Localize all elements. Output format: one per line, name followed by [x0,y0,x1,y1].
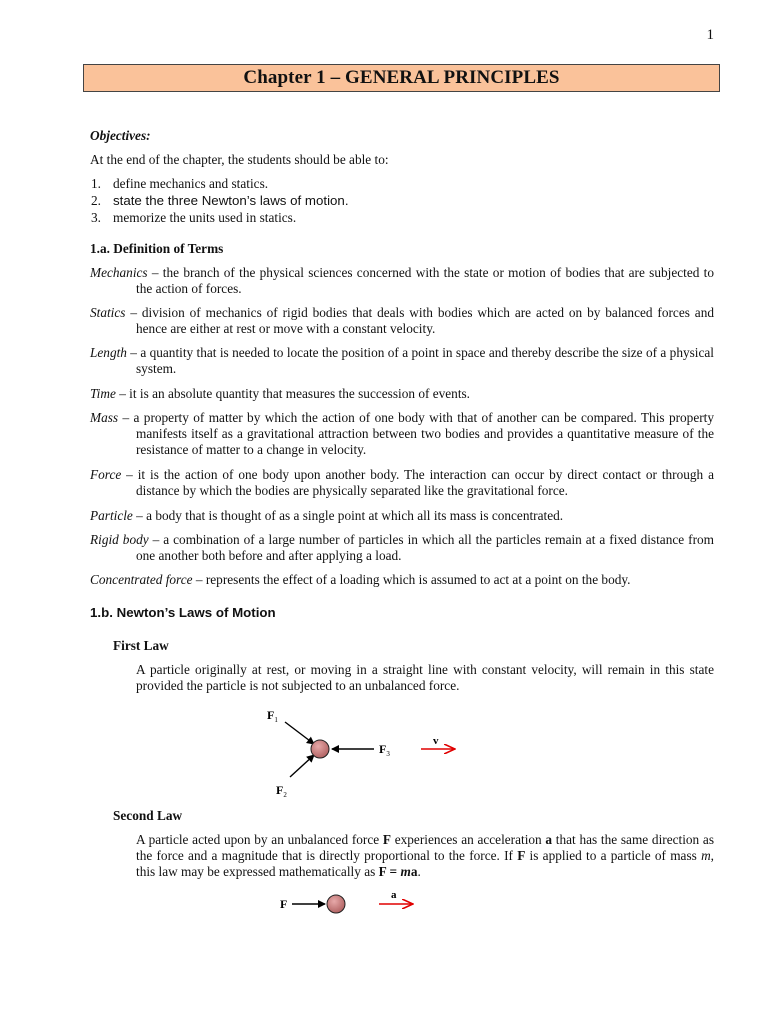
second-law-part: A particle acted upon by an unbalanced force [136,832,383,847]
definition-length [90,345,714,377]
second-law-part: m [701,848,711,863]
definition-time [90,386,714,402]
section-newton-heading: 1.b. Newton’s Laws of Motion [90,605,276,620]
definition-concentrated-force [90,572,714,588]
label-velocity: v [433,735,439,747]
definition-text: – it is an absolute quantity that measures the succession of events. [115,386,471,401]
definition-term: Force [90,467,122,482]
chapter-title-box [83,64,720,92]
definition-mass [90,410,714,458]
definition-text: – the branch of the physical sciences concerned with the state or motion of bodies that are subjected to the action of forces. [136,265,714,296]
second-law-part: = [386,864,401,879]
definition-term: Particle [90,508,133,523]
label-f3: $F_3$ [379,742,390,758]
objectives-list [91,175,349,226]
second-law-part: a [410,864,418,879]
definition-term: Time [90,386,116,401]
label-f1: $F_1$ [267,708,278,724]
definition-text: – a body that is thought of as a single point at which all its mass is concentrated. [132,508,564,523]
second-law-diagram [270,880,430,925]
second-law-heading: Second Law [113,808,183,823]
definition-term: Mass [90,410,119,425]
second-law-part: experiences an acceleration [391,832,546,847]
definition-term: Rigid body [90,532,149,547]
first-law-text: A particle originally at rest, or moving in a straight line with constant velocity, will remain in this state provided the particle is not subjected to an unbalanced force. [136,662,714,693]
page-number: 1 [706,27,714,43]
objective-number: 1. [91,176,101,191]
second-law-part: , this law may be expressed mathematically as [136,848,714,879]
force-arrow-f2 [290,755,314,777]
definition-text: – a quantity that is needed to locate the position of a point in space and thereby describe the size of a physical system. [126,345,714,376]
definition-force [90,467,714,499]
definition-particle [90,508,714,524]
second-law-part: m [400,864,411,879]
first-law-diagram [258,700,478,805]
objective-item [91,175,349,192]
first-law-heading: First Law [113,638,169,653]
definition-text: – a combination of a large number of particles in which all the particles remain at a fixed distance from one another both before and after applying a load. [136,532,714,563]
objective-number: 3. [91,210,101,225]
objective-item [91,192,349,209]
label-acceleration: a [391,889,397,901]
second-law-part: F [517,848,526,863]
definition-text: – it is the action of one body upon another body. The interaction can occur by direct contact or through a distance by which the bodies are physically separated like the gravitational force. [121,467,714,498]
objective-text: state the three Newton’s laws of motion. [113,193,349,208]
objective-text: memorize the units used in statics. [113,210,297,225]
definition-term: Mechanics [90,265,148,280]
particle-icon [327,895,345,913]
particle-icon [311,740,329,758]
definition-text: – represents the effect of a loading which is assumed to act at a point on the body. [192,572,631,587]
definition-term: Length [90,345,127,360]
section-definitions-heading: 1.a. Definition of Terms [90,241,224,256]
chapter-title: Chapter 1 – GENERAL PRINCIPLES [243,67,560,88]
objective-number: 2. [91,193,101,208]
second-law-part: F [382,832,391,847]
second-law-part: F [378,864,387,879]
second-law-part: is applied to a particle of mass [525,848,702,863]
objective-text: define mechanics and statics. [113,176,269,191]
second-law-part: a [545,832,553,847]
objective-item [91,209,349,226]
label-force: F [280,897,288,911]
label-f2: $F_2$ [276,783,287,799]
definition-term: Statics [90,305,126,320]
objectives-heading: Objectives: [90,128,151,143]
force-arrow-f1 [285,722,314,744]
definition-text: – a property of matter by which the action of one body with that of another can be compared. This property manifests itself as a gravitational attraction between two bodies and provides a quantitative measure of the resistance of matter to a change in velocity. [118,410,714,457]
definition-mechanics [90,265,714,297]
definition-term: Concentrated force [90,572,193,587]
second-law-part: that has the same direction as the force and a magnitude that is directly proportional to the force. If [136,832,714,863]
definition-text: – division of mechanics of rigid bodies that deals with bodies which are acted on by balanced forces and hence are either at rest or move with a constant velocity. [125,305,714,336]
definition-statics [90,305,714,337]
objectives-intro: At the end of the chapter, the students should be able to: [90,152,389,167]
second-law-text [136,832,714,880]
second-law-part: . [417,864,421,879]
definition-rigid-body [90,532,714,564]
